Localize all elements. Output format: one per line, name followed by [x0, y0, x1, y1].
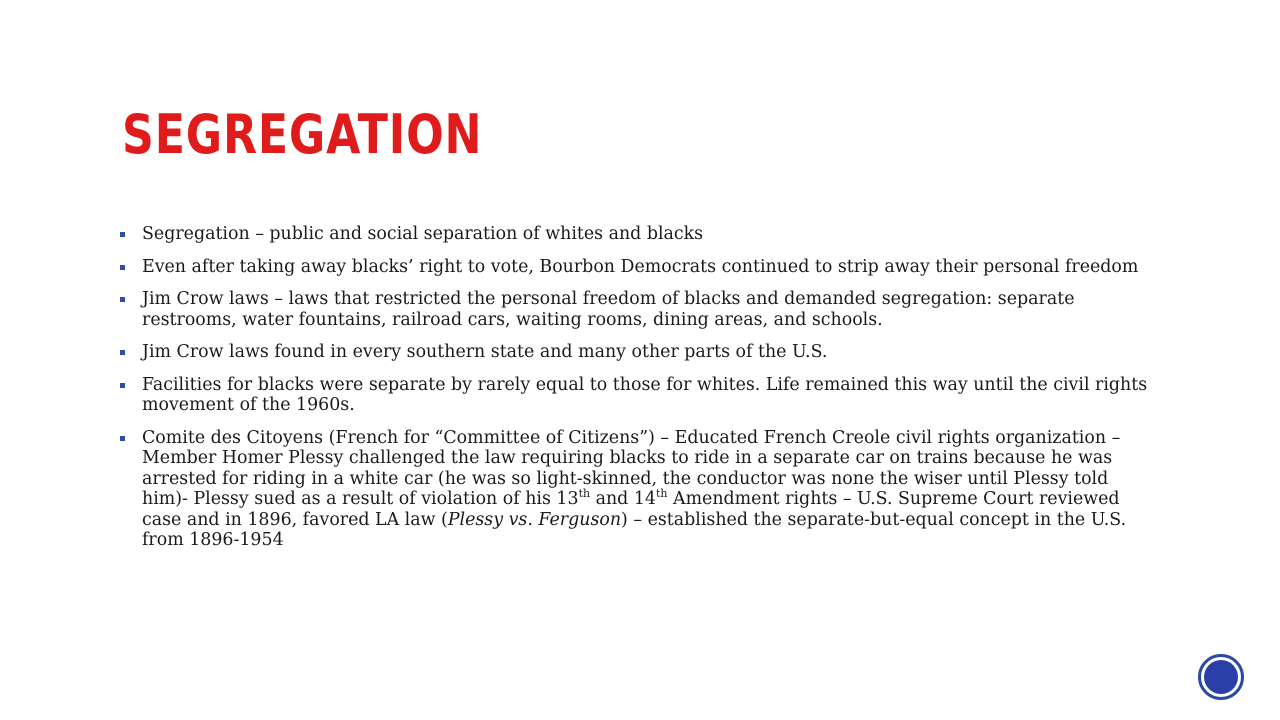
- ordinal-suffix: th: [578, 487, 591, 501]
- slide-title: SEGREGATION: [122, 103, 483, 166]
- bullet-item: [120, 428, 1150, 551]
- text-segment: ) – established the separate-but-equal concept in the U.S. from 1896-1954: [142, 509, 1127, 550]
- square-bullet-icon: [120, 350, 125, 355]
- bullet-item: [120, 289, 1150, 330]
- square-bullet-icon: [120, 232, 125, 237]
- text-segment: and 14: [590, 489, 656, 509]
- bullet-item: [120, 257, 1150, 278]
- bullet-text: Jim Crow laws found in every southern state and many other parts of the U.S.: [142, 342, 828, 362]
- square-bullet-icon: [120, 265, 125, 270]
- bullet-item: [120, 224, 1150, 245]
- text-segment: Amendment rights – U.S. Supreme Court reviewed case and in 1896, favored LA law (: [142, 489, 1120, 530]
- bullet-text: [142, 428, 1126, 551]
- bullet-text: Segregation – public and social separation of whites and blacks: [142, 224, 704, 244]
- bullet-text: Even after taking away blacks’ right to vote, Bourbon Democrats continued to strip away their personal freedom: [142, 256, 1139, 277]
- bullet-text: Jim Crow laws – laws that restricted the personal freedom of blacks and demanded segregation: separate restrooms, water fountains, railroad cars, waiting rooms, dining areas, and schools.: [142, 289, 1075, 330]
- bullet-list: [120, 224, 1150, 563]
- square-bullet-icon: [120, 297, 125, 302]
- bullet-item: [120, 342, 1150, 363]
- ordinal-suffix: th: [655, 487, 668, 501]
- bullet-item: [120, 375, 1150, 416]
- text-segment: Comite des Citoyens (French for “Committee of Citizens”) – Educated French Creole civil rights organization – Member Homer Plessy challenged the law requiring blacks to ride in a separate car on trains because he was arrested for riding in a white car (he was so light-skinned, the conductor was none the wiser until Plessy told him)- Plessy sued as a result of violation of his 13: [142, 427, 1121, 509]
- logo-icon: [1204, 660, 1238, 694]
- bullet-text: Facilities for blacks were separate by rarely equal to those for whites. Life remained this way until the civil rights movement of the 1960s.: [142, 374, 1148, 415]
- square-bullet-icon: [120, 436, 125, 441]
- slide-logo: [1198, 654, 1244, 700]
- square-bullet-icon: [120, 383, 125, 388]
- case-name: Plessy vs. Ferguson: [447, 509, 622, 530]
